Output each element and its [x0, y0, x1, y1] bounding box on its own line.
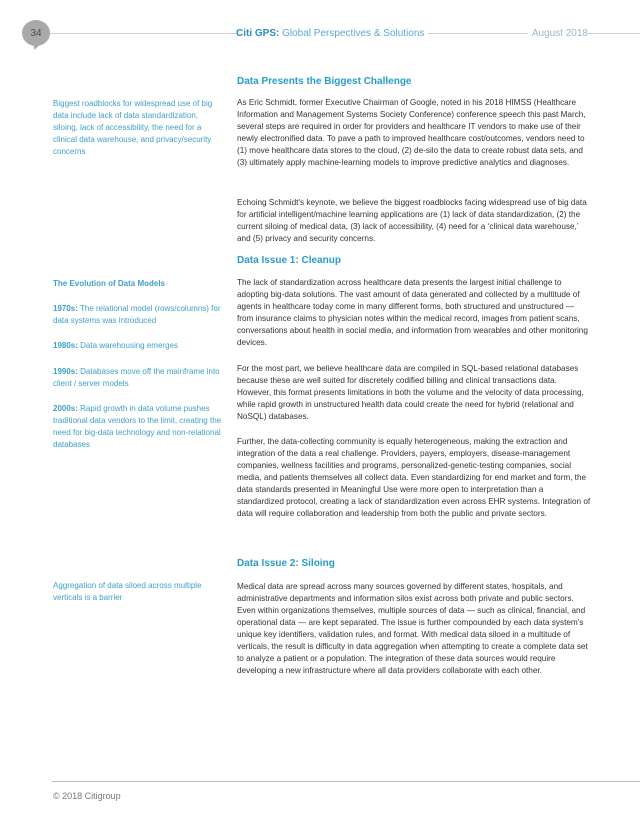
paragraph: For the most part, we believe healthcare data are compiled in SQL-based relational databases because these are well suited for discretely codified billing and clinical transactions data. However, this format presents limitations in both the volume and the velocity of data processing, while rapid growth in unstructured health data could create the need for hybrid (relational and NoSQL) databases. — [237, 364, 584, 421]
header-title — [236, 28, 428, 39]
timeline-year: 1970s: — [53, 304, 78, 313]
timeline-item — [53, 303, 223, 327]
timeline-item — [53, 403, 223, 451]
timeline-item — [53, 340, 223, 352]
page-number: 34 — [30, 27, 42, 39]
timeline-year: 2000s: — [53, 404, 78, 413]
timeline-text: Databases move off the mainframe into client / server models — [53, 367, 220, 388]
brand-name: Citi GPS: — [236, 28, 280, 39]
sidenote-evolution-title: The Evolution of Data Models — [53, 279, 166, 288]
timeline-text: Rapid growth in data volume pushes traditional data vendors to the limit, creating the need for big-data technology and non-relational databases — [53, 404, 222, 449]
timeline-item — [53, 366, 223, 390]
paragraph: Echoing Schmidt's keynote, we believe the biggest roadblocks facing widespread use of big data for artificial intelligent/machine learning applications are (1) lack of data standardization, (2) the current siloing of medical data, (3) lack of accessibility, (4) need for a ‘clinical data warehouse,’ and (5) privacy and security concerns. — [237, 198, 587, 243]
section-title-challenge: Data Presents the Biggest Challenge — [237, 76, 412, 87]
paragraph: As Eric Schmidt, former Executive Chairman of Google, noted in his 2018 HIMSS (Healthcare Information and Management Systems Society Conference) conference speech this past March, several steps are required in order for providers and healthcare IT vendors to make use of their newly electronified data. To pave a path to improved healthcare cost/outcomes, vendors need to (1) move healthcare data stores to the cloud, (2) de-silo the data to create robust data sets, and (3) ultimately apply machine-learning models to improve predictive analytics and diagnoses. — [237, 98, 586, 167]
header-subtitle: Global Perspectives & Solutions — [279, 28, 425, 39]
badge-tail — [34, 43, 42, 50]
timeline-text: The relational model (rows/columns) for data systems was introduced — [53, 304, 221, 325]
timeline-text: Data warehousing emerges — [77, 341, 178, 350]
page-number-badge — [22, 20, 50, 46]
sidenote-siloing: Aggregation of data siloed across multiple verticals is a barrier — [53, 581, 202, 602]
timeline-year: 1980s: — [53, 341, 78, 350]
paragraph: Further, the data-collecting community is equally heterogeneous, making the extraction and integration of the data a real challenge. Providers, payers, employers, disease-management companies, wellness facilities and programs, personalized-genetic-testing companies, social media, and patients themselves all collect data. Even standardizing for end market and form, the data standards presented in Meaningful Use were more open to interpretation than a standardized protocol, creating a lack of standardization even across EHR systems. Integration of data will require collaboration and leadership from both the public and private sectors. — [237, 437, 591, 518]
timeline-year: 1990s: — [53, 367, 78, 376]
section-title-siloing: Data Issue 2: Siloing — [237, 558, 335, 569]
sidenote-roadblocks: Biggest roadblocks for widespread use of big data include lack of data standardization, siloing, lack of accessibility, the need for a clinical data warehouse, and privacy/security concerns — [53, 99, 213, 156]
footer-rule — [52, 781, 640, 782]
section-title-cleanup: Data Issue 1: Cleanup — [237, 255, 341, 266]
footer-copyright: © 2018 Citigroup — [53, 791, 121, 801]
paragraph: The lack of standardization across healthcare data presents the largest initial challenge to adopting big-data solutions. The vast amount of data generated and collected by a multitude of agents in healthcare today come in many different forms, both structured and unstructured — from insurance claims to physician notes within the medical record, images from patient scans, conversations about health in social media, and information from wearables and other monitoring devices. — [237, 278, 588, 347]
header-date: August 2018 — [528, 28, 588, 39]
paragraph: Medical data are spread across many sources governed by different states, hospitals, and administrative departments and information silos exist across both private and public sectors. Even within organizations themselves, multiple sources of data — such as clinical, financial, and operational data — are kept separated. The issue is further compounded by each data system's unique key identifiers, validation rules, and format. With medical data siloed in a multitude of verticals, the result is difficulty in data aggregation when attempting to create a complete data set to analyze a patient or a population. The integration of these data sources would require developing a new infrastructure where all data providers collaborate with each other. — [237, 582, 588, 675]
